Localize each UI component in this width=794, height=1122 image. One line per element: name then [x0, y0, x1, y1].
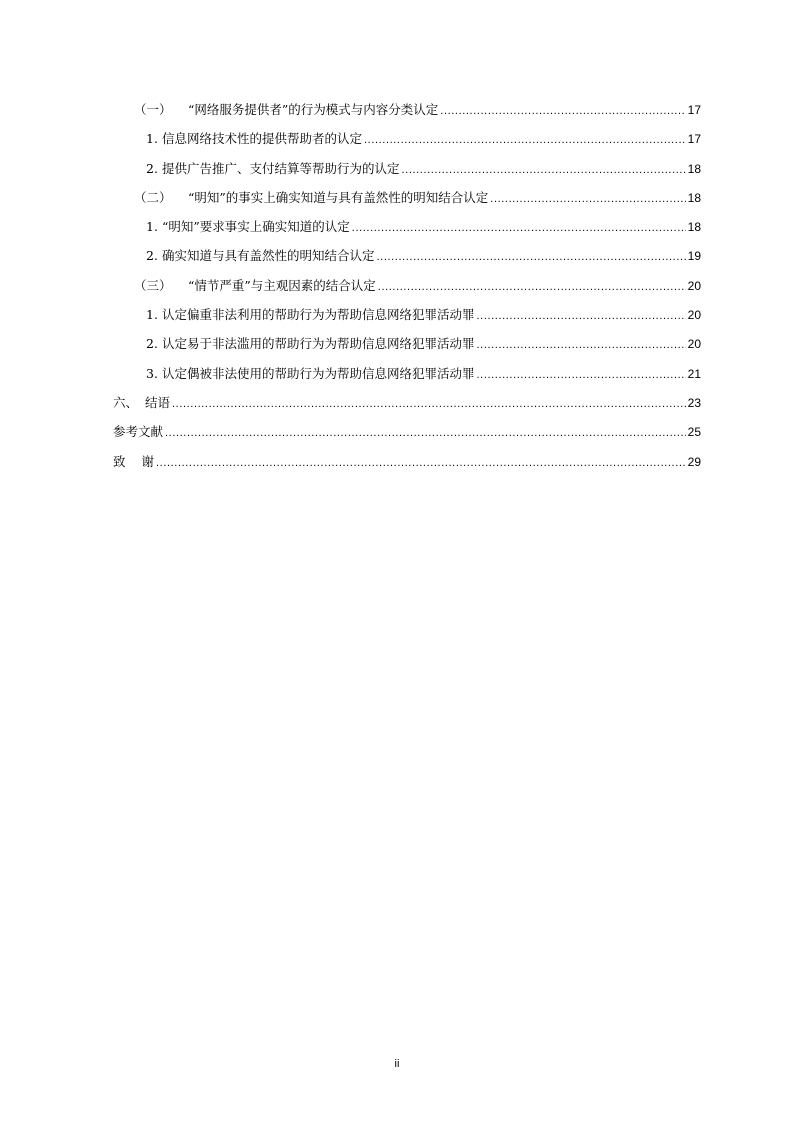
toc-entry-number: 2. [146, 336, 158, 352]
toc-entry-title: “明知”要求事实上确实知道的认定 [162, 219, 350, 235]
toc-entry[interactable] [113, 246, 701, 275]
dot-leader [156, 457, 686, 469]
dot-leader [490, 193, 685, 205]
toc-entry-number: 致 [113, 453, 142, 469]
toc-entry-title: 认定偶被非法使用的帮助行为为帮助信息网络犯罪活动罪 [162, 365, 475, 381]
toc-entry-page: 17 [687, 103, 701, 117]
dot-leader [477, 369, 686, 381]
toc-entry-page: 21 [687, 366, 701, 381]
toc-entry-page: 20 [687, 278, 701, 293]
toc-entry[interactable] [113, 452, 701, 481]
dot-leader [477, 339, 686, 351]
toc-entry-number: 2. [146, 248, 158, 264]
toc-entry-page: 20 [687, 337, 701, 352]
toc-entry[interactable] [113, 159, 701, 188]
toc-entry[interactable] [113, 305, 701, 334]
toc-entry-page: 29 [687, 454, 701, 469]
toc-entry[interactable] [113, 334, 701, 363]
toc-entry[interactable] [113, 422, 701, 451]
toc-entry-page: 18 [687, 190, 701, 205]
toc-entry-page: 19 [687, 249, 701, 264]
toc-entry[interactable] [113, 393, 701, 422]
toc-entry[interactable] [113, 217, 701, 246]
toc-entry-number: 1. [146, 307, 158, 323]
toc-entry-number: （三） [134, 277, 172, 293]
toc-entry[interactable] [113, 100, 701, 129]
toc-entry-title: 参考文献 [113, 424, 164, 440]
table-of-contents [113, 100, 701, 481]
dot-leader [165, 427, 686, 439]
toc-entry-number: 1. [146, 131, 158, 147]
dot-leader [378, 281, 686, 293]
dot-leader [402, 164, 686, 176]
toc-entry-title: 谢 [141, 453, 155, 469]
toc-entry-page: 20 [687, 308, 701, 323]
dot-leader [172, 398, 686, 410]
dot-leader [377, 251, 686, 263]
toc-entry-title: 信息网络技术性的提供帮助者的认定 [162, 131, 363, 147]
toc-entry-title: 结语 [145, 394, 171, 410]
toc-entry[interactable] [113, 364, 701, 393]
toc-entry-title: 认定偏重非法利用的帮助行为为帮助信息网络犯罪活动罪 [162, 307, 475, 323]
toc-entry-page: 17 [687, 132, 701, 147]
toc-entry-page: 25 [687, 425, 701, 440]
dot-leader [352, 222, 686, 234]
toc-entry-number: 1. [146, 219, 158, 235]
toc-entry-page: 18 [687, 220, 701, 235]
toc-entry-title: “情节严重”与主观因素的结合认定 [188, 277, 376, 293]
page-number-footer: ii [394, 1058, 400, 1070]
toc-entry-number: （二） [134, 189, 172, 205]
toc-entry[interactable] [113, 188, 701, 217]
toc-entry-title: 提供广告推广、支付结算等帮助行为的认定 [162, 160, 400, 176]
toc-entry[interactable] [113, 129, 701, 158]
dot-leader [477, 310, 686, 322]
toc-entry-number: 六、 [113, 394, 139, 410]
toc-entry-number: 3. [146, 365, 158, 381]
toc-entry-title: “明知”的事实上确实知道与具有盖然性的明知结合认定 [188, 189, 489, 205]
dot-leader [364, 134, 686, 146]
toc-entry-page: 18 [687, 161, 701, 176]
toc-entry-number: 2. [146, 160, 158, 176]
toc-entry-title: 认定易于非法滥用的帮助行为为帮助信息网络犯罪活动罪 [162, 336, 475, 352]
toc-entry-title: “网络服务提供者”的行为模式与内容分类认定 [188, 102, 439, 117]
toc-entry-title: 确实知道与具有盖然性的明知结合认定 [162, 248, 375, 264]
toc-entry-page: 23 [687, 395, 701, 410]
toc-entry-number: （一） [134, 102, 172, 117]
toc-entry[interactable] [113, 276, 701, 305]
dot-leader [440, 105, 685, 117]
